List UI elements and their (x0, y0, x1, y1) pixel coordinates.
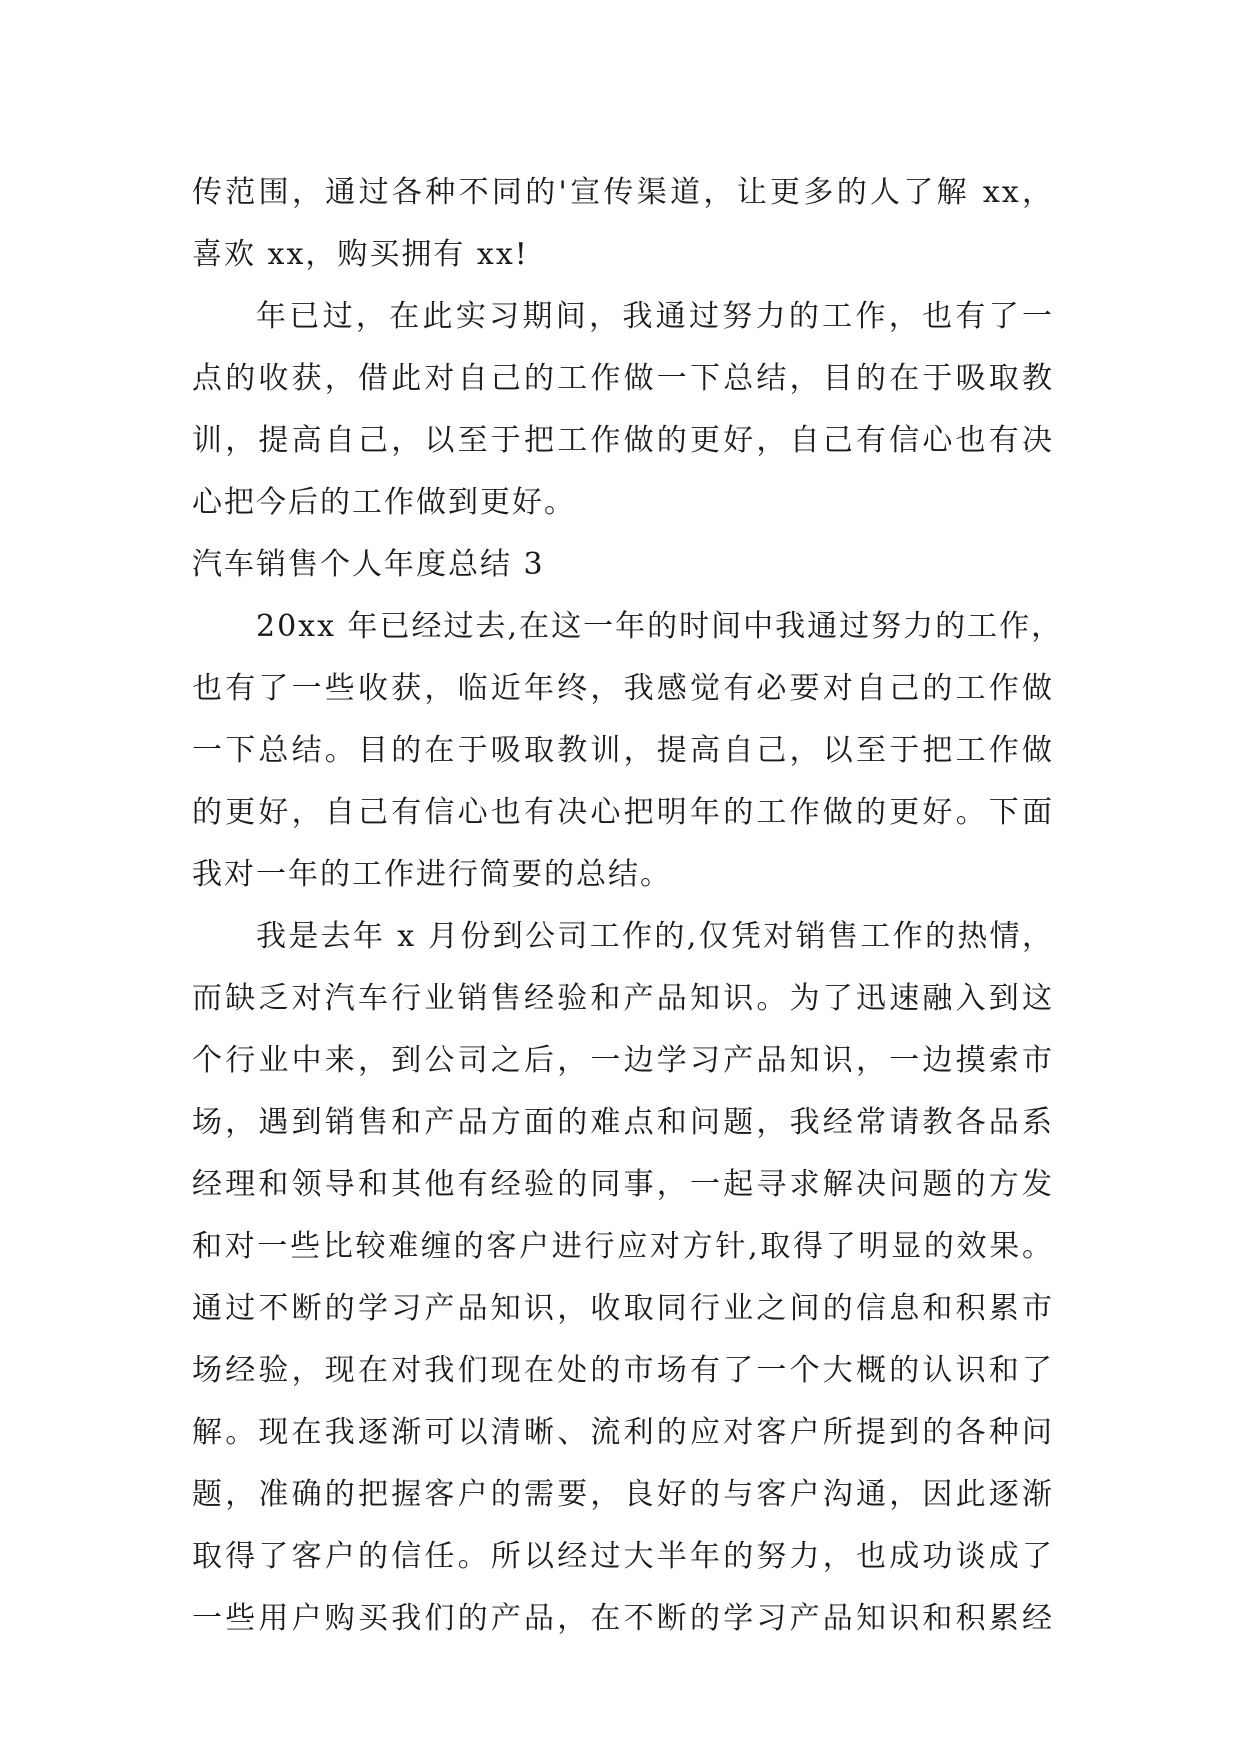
text-line: 一些用户购买我们的产品，在不断的学习产品知识和积累经 (192, 1601, 1054, 1636)
text-line: 点的收获，借此对自己的工作做一下总结，目的在于吸取教 (192, 361, 1054, 396)
text-line: 经理和领导和其他有经验的同事，一起寻求解决问题的方发 (192, 1167, 1054, 1202)
text-line: 解。现在我逐渐可以清晰、流利的应对客户所提到的各种问 (192, 1415, 1054, 1450)
text-line: 心把今后的工作做到更好。 (192, 485, 576, 520)
text-line: 场经验，现在对我们现在处的市场有了一个大概的认识和了 (192, 1353, 1054, 1388)
text-line: 和对一些比较难缠的客户进行应对方针,取得了明显的效果。 (192, 1229, 1054, 1264)
text-line: 通过不断的学习产品知识，收取同行业之间的信息和积累市 (192, 1291, 1054, 1326)
text-line: 而缺乏对汽车行业销售经验和产品知识。为了迅速融入到这 (192, 981, 1054, 1016)
text-line: 场，遇到销售和产品方面的难点和问题，我经常请教各品系 (192, 1105, 1054, 1140)
text-line: 我对一年的工作进行简要的总结。 (192, 857, 672, 892)
text-line: 年已过，在此实习期间，我通过努力的工作，也有了一 (256, 299, 1054, 334)
text-line: 的更好，自己有信心也有决心把明年的工作做的更好。下面 (192, 795, 1054, 830)
body-text (192, 162, 1064, 1650)
text-line: 训，提高自己，以至于把工作做的更好，自己有信心也有决 (192, 423, 1054, 458)
section-heading: 汽车销售个人年度总结 3 (192, 547, 545, 582)
text-line: 我是去年 x 月份到公司工作的,仅凭对销售工作的热情， (256, 919, 1054, 954)
text-line: 题，准确的把握客户的需要，良好的与客户沟通，因此逐渐 (192, 1477, 1054, 1512)
text-line: 取得了客户的信任。所以经过大半年的努力，也成功谈成了 (192, 1539, 1054, 1574)
text-line: 也有了一些收获，临近年终，我感觉有必要对自己的工作做 (192, 671, 1054, 706)
text-line: 20xx 年已经过去,在这一年的时间中我通过努力的工作， (256, 609, 1064, 644)
text-line: 个行业中来，到公司之后，一边学习产品知识，一边摸索市 (192, 1043, 1054, 1078)
text-line: 传范围，通过各种不同的'宣传渠道，让更多的人了解 xx， (192, 175, 1054, 210)
text-line: 一下总结。目的在于吸取教训，提高自己，以至于把工作做 (192, 733, 1054, 768)
text-line: 喜欢 xx，购买拥有 xx! (192, 237, 529, 272)
